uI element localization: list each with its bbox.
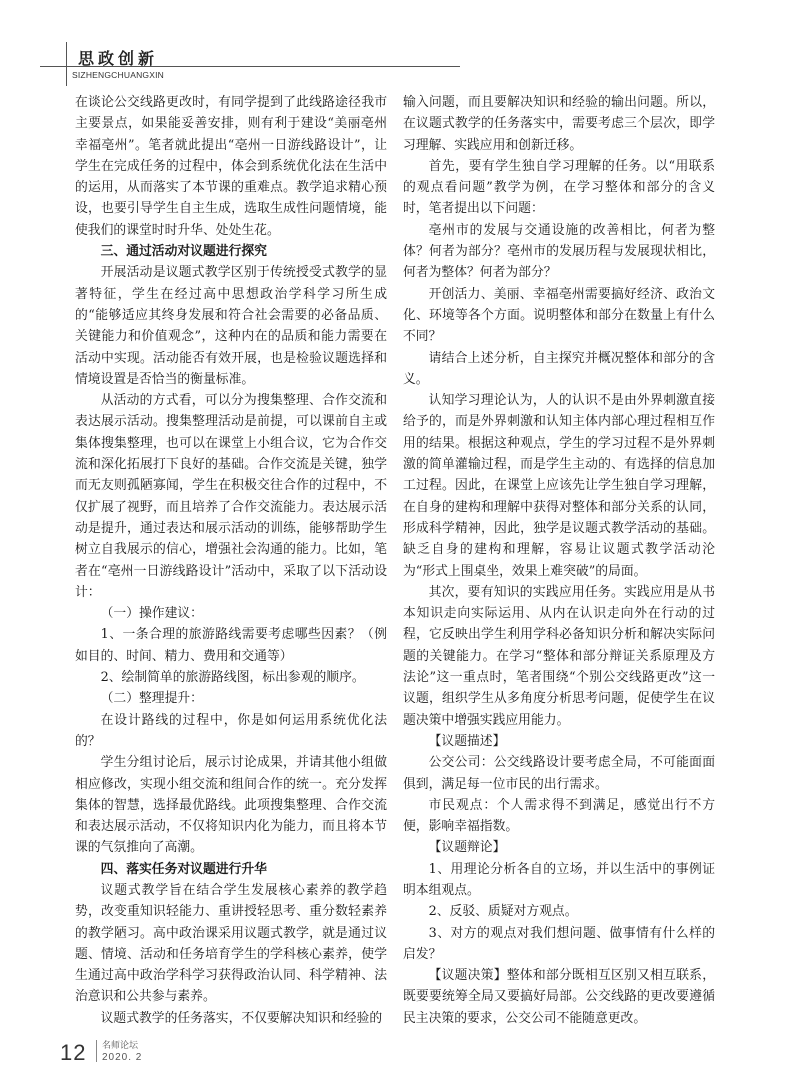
paragraph: 【议题辩论】 (428, 840, 506, 856)
paragraph: 首先，要有学生独自学习理解的任务。以“用联系的观点看问题”教学为例，在学习整体和部分的含义时，笔者提出以下问题： (403, 158, 715, 217)
page-header (0, 0, 793, 80)
paragraph: 亳州市的发展与交通设施的改善相比，何者为整体？何者为部分？亳州市的发展历程与发展现状相比，何者为整体？何者为部分？ (403, 222, 715, 281)
section-pinyin: SIZHENGCHUANGXIN (72, 70, 164, 80)
paragraph: 输入问题，而且要解决知识和经验的输出问题。所以，在议题式教学的任务落实中，需要考虑三个层次，即学习理解、实践应用和创新迁移。 (403, 95, 715, 153)
paragraph: （一）操作建议： (100, 606, 203, 622)
section-heading: 四、落实任务对议题进行升华 (100, 861, 267, 877)
paragraph: （二）整理提升： (100, 691, 203, 707)
paragraph: 1、一条合理的旅游路线需要考虑哪些因素？（例如目的、时间、精力、费用和交通等） (75, 627, 387, 664)
paragraph: 开创活力、美丽、幸福亳州需要搞好经济、政治文化、环境等各个方面。说明整体和部分在数量上有什么不同？ (403, 286, 715, 345)
paragraph: 请结合上述分析，自主探究并概况整体和部分的含义。 (403, 350, 715, 387)
paragraph: 议题式教学旨在结合学生发展核心素养的教学趋势，改变重知识轻能力、重讲授轻思考、重分数轻素养的教学陋习。高中政治课采用议题式教学，就是通过议题、情境、活动和任务培育学生的学科核心素养，使学生通过高中政治学科学习获得政治认同、科学精神、法治意识和公共参与素养。 (75, 882, 387, 1005)
paragraph: 议题式教学的任务落实，不仅要解决知识和经验的 (100, 1010, 383, 1026)
paragraph: 2、绘制简单的旅游路线图，标出参观的顺序。 (100, 670, 365, 686)
paragraph: 【议题描述】 (428, 733, 506, 749)
paragraph: 公交公司：公交线路设计要考虑全局，不可能面面俱到，满足每一位市民的出行需求。 (403, 755, 715, 792)
paragraph: 在设计路线的过程中，你是如何运用系统优化法的？ (75, 712, 387, 749)
page-number: 12 (60, 1040, 87, 1065)
paragraph: 在谈论公交线路更改时，有同学提到了此线路途径我市主要景点，如果能妥善安排，则有利于建设“美丽亳州幸福亳州”。笔者就此提出“亳州一日游线路设计”，让学生在完成任务的过程中，体会到系统优化法在生活中的运用，从而落实了本节课的重难点。教学追求精心预设，也要引导学生自主生成，选取生成性问题情境，能使我们的课堂时时升华、处处生花。 (75, 95, 387, 238)
paragraph: 学生分组讨论后，展示讨论成果，并请其他小组做相应修改，实现小组交流和组间合作的统一。充分发挥集体的智慧，选择最优路线。此项搜集整理、合作交流和表达展示活动，不仅将知识内化为能力，而且将本节课的气氛推向了高潮。 (75, 755, 387, 856)
journal-issue: 2020. 2 (102, 1052, 143, 1063)
footer-divider (96, 1040, 97, 1062)
right-column (403, 92, 715, 1029)
paragraph: 其次，要有知识的实践应用任务。实践应用是从书本知识走向实际运用、从内在认识走向外在行动的过程，它反映出学生利用学科必备知识分析和解决实际问题的关键能力。在学习“整体和部分辩证关系原理及方法论”这一重点时，笔者围绕“个别公交线路更改”这一议题，组织学生从多角度分析思考问题，促使学生在议题决策中增强实践应用能力。 (403, 584, 715, 728)
paragraph: 认知学习理论认为，人的认识不是由外界刺激直接给予的，而是外界刺激和认知主体内部心理过程相互作用的结果。根据这种观点，学生的学习过程不是外界刺激的简单灌输过程，而是学生主动的、有选择的信息加工过程。因此，在课堂上应该先让学生独自学习理解，在自身的建构和理解中获得对整体和部分关系的认同，形成科学精神，因此，独学是议题式教学活动的基础。缺乏自身的建构和理解，容易让议题式教学活动沦为“形式上围桌坐，效果上难突破”的局面。 (403, 393, 715, 579)
paragraph: 2、反驳、质疑对方观点。 (428, 904, 578, 920)
left-column (75, 92, 387, 1029)
section-title: 思政创新 (78, 49, 159, 68)
paragraph: 3、对方的观点对我们想问题、做事情有什么样的启发？ (403, 925, 715, 962)
paragraph: 1、用理论分析各自的立场，并以生活中的事例证明本组观点。 (403, 861, 715, 898)
paragraph: 开展活动是议题式教学区别于传统授受式教学的显著特征，学生在经过高中思想政治学科学习所生成的“能够适应其终身发展和符合社会需要的必备品质、关键能力和价值观念”，这种内在的品质和能力需要在活动中实现。活动能否有效开展，也是检验议题选择和情境设置是否恰当的衡量标准。 (75, 265, 387, 387)
header-rule-vertical (66, 42, 67, 86)
section-heading: 三、通过活动对议题进行探究 (100, 244, 267, 260)
journal-name: 名师论坛 (102, 1041, 139, 1051)
paragraph: 从活动的方式看，可以分为搜集整理、合作交流和表达展示活动。搜集整理活动是前提，可以课前自主或集体搜集整理，也可以在课堂上小组合议，它为合作交流和深化拓展打下良好的基础。合作交流是关键，独学而无友则孤陋寡闻，学生在积极交往合作的过程中，不仅扩展了视野，而且培养了合作交流能力。表达展示活动是提升，通过表达和展示活动的训练，能够帮助学生树立自我展示的信心，增强社会沟通的能力。比如，笔者在“亳州一日游线路设计”活动中，采取了以下活动设计： (75, 393, 387, 600)
paragraph: 市民观点：个人需求得不到满足，感觉出行不方便，影响幸福指数。 (403, 797, 715, 835)
paragraph: 【议题决策】整体和部分既相互区别又相互联系，既要要统筹全局又要搞好局部。公交线路的更改要遵循民主决策的要求，公交公司不能随意更改。 (403, 968, 715, 1026)
